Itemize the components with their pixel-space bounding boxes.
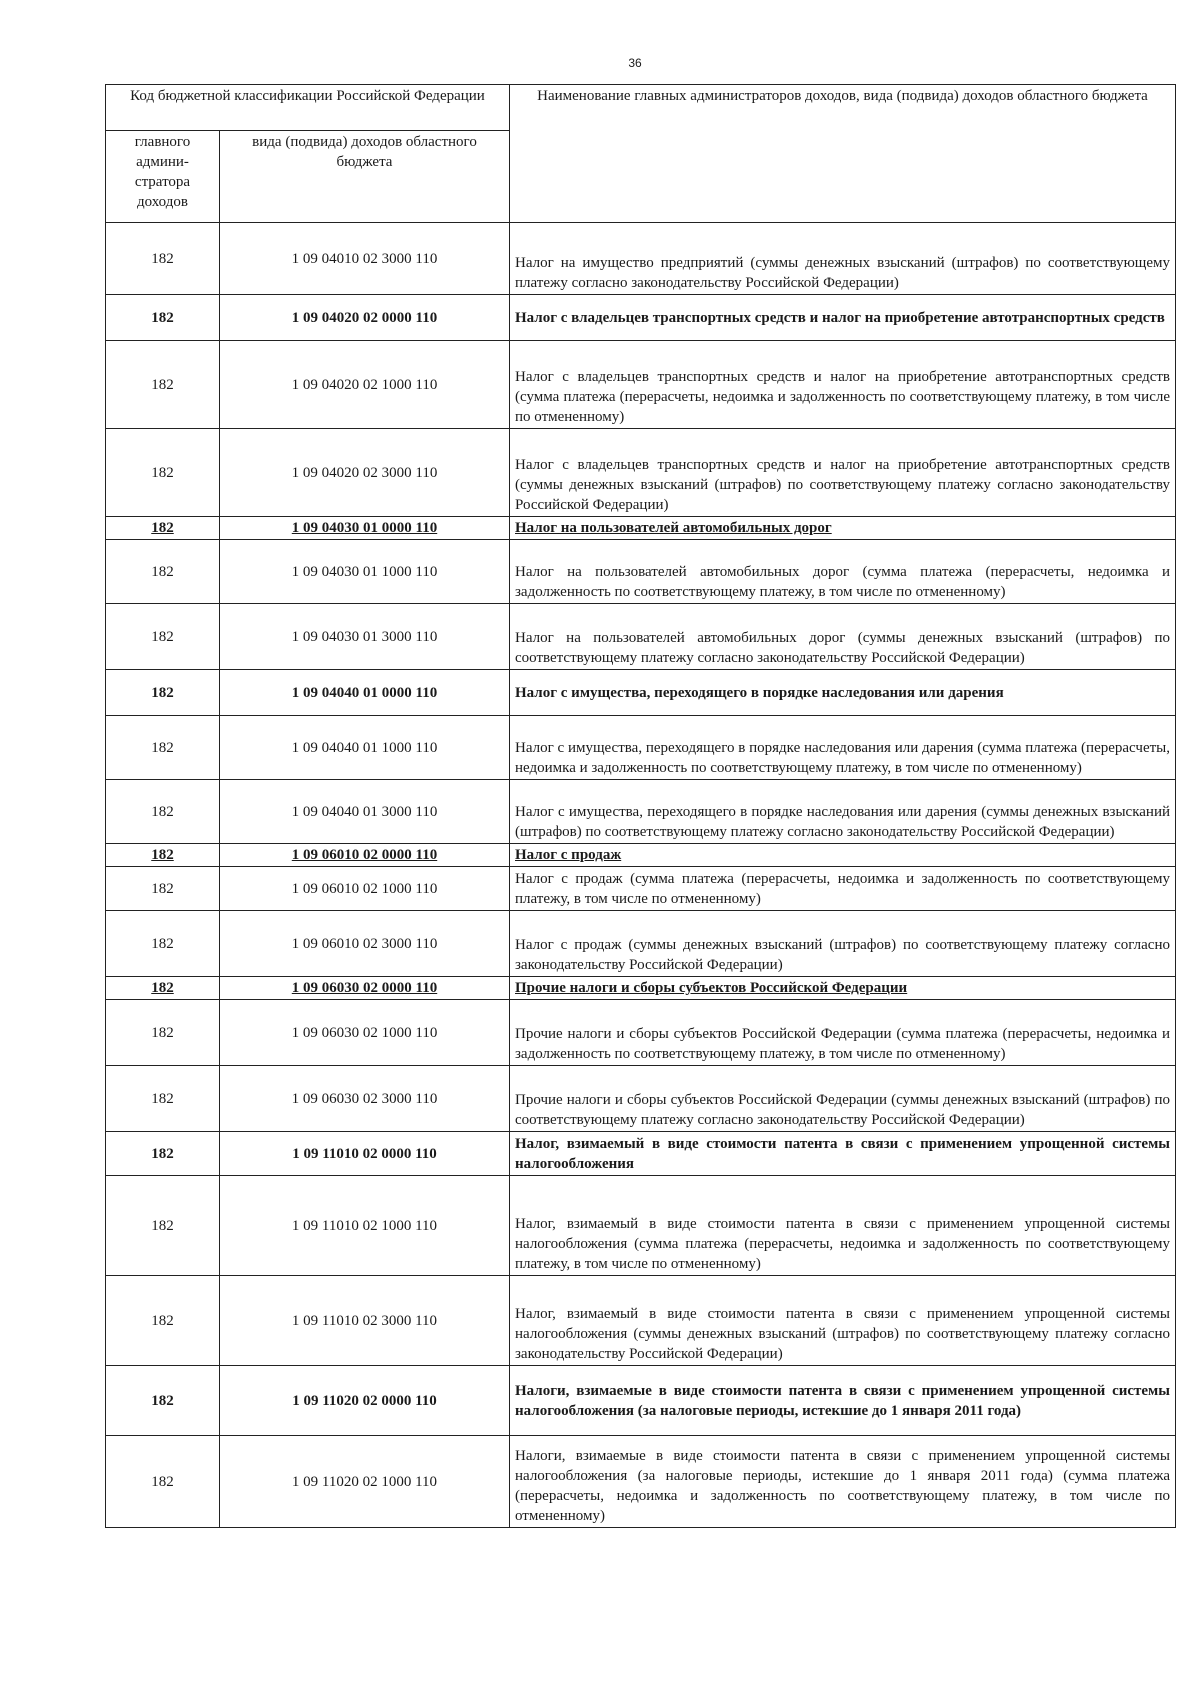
revenue-code-cell: 1 09 11020 02 0000 110 [220, 1366, 510, 1436]
table-row [106, 604, 1176, 670]
revenue-code-cell: 1 09 11010 02 3000 110 [220, 1276, 510, 1366]
table-row [106, 1176, 1176, 1276]
revenue-code-cell: 1 09 06030 02 0000 110 [220, 977, 510, 1000]
admin-code-cell: 182 [106, 1066, 220, 1132]
revenue-code-cell: 1 09 04030 01 3000 110 [220, 604, 510, 670]
header-name-column: Наименование главных администраторов доходов, вида (подвида) доходов областного бюджета [510, 85, 1176, 223]
revenue-name-cell: Налог с владельцев транспортных средств и налог на приобретение автотранспортных средств [510, 295, 1176, 341]
header-admin-column: главного админи-стратора доходов [106, 131, 220, 223]
admin-code-cell: 182 [106, 670, 220, 716]
budget-classification-table [105, 84, 1176, 1528]
revenue-code-cell: 1 09 06010 02 3000 110 [220, 911, 510, 977]
revenue-code-cell: 1 09 04020 02 1000 110 [220, 341, 510, 429]
revenue-code-cell: 1 09 06010 02 1000 110 [220, 867, 510, 911]
admin-code-cell: 182 [106, 517, 220, 540]
table-row [106, 716, 1176, 780]
admin-code-cell: 182 [106, 223, 220, 295]
revenue-code-cell: 1 09 04040 01 3000 110 [220, 780, 510, 844]
revenue-name-cell: Налог с имущества, переходящего в порядке наследования или дарения (суммы денежных взысканий (штрафов) по соответствующему платежу согласно законодательству Российской Федерации) [510, 780, 1176, 844]
admin-code-cell: 182 [106, 540, 220, 604]
revenue-name-cell: Прочие налоги и сборы субъектов Российской Федерации (суммы денежных взысканий (штрафов) по соответствующему платежу согласно законодательству Российской Федерации) [510, 1066, 1176, 1132]
table-row [106, 1276, 1176, 1366]
table-row [106, 780, 1176, 844]
revenue-code-cell: 1 09 04010 02 3000 110 [220, 223, 510, 295]
table-row [106, 977, 1176, 1000]
revenue-name-cell: Налог с владельцев транспортных средств и налог на приобретение автотранспортных средств (сумма платежа (перерасчеты, недоимка и задолженность по соответствующему платежу, в том числе по отмененному) [510, 341, 1176, 429]
revenue-code-cell: 1 09 06030 02 3000 110 [220, 1066, 510, 1132]
table-row [106, 341, 1176, 429]
table-row [106, 1066, 1176, 1132]
table-row [106, 223, 1176, 295]
revenue-code-cell: 1 09 11010 02 0000 110 [220, 1132, 510, 1176]
revenue-name-cell: Налог с имущества, переходящего в порядке наследования или дарения (сумма платежа (перерасчеты, недоимка и задолженность по соответствующему платежу, в том числе по отмененному) [510, 716, 1176, 780]
revenue-name-cell: Налог на пользователей автомобильных дорог (сумма платежа (перерасчеты, недоимка и задолженность по соответствующему платежу, в том числе по отмененному) [510, 540, 1176, 604]
table-row [106, 1436, 1176, 1528]
revenue-code-cell: 1 09 06010 02 0000 110 [220, 844, 510, 867]
revenue-name-cell: Налог, взимаемый в виде стоимости патента в связи с применением упрощенной системы налогообложения (суммы денежных взысканий (штрафов) по соответствующему платежу согласно законодательству Российской Федерации) [510, 1276, 1176, 1366]
header-group-title: Код бюджетной классификации Российской Федерации [106, 85, 510, 131]
revenue-code-cell: 1 09 06030 02 1000 110 [220, 1000, 510, 1066]
table-row [106, 295, 1176, 341]
admin-code-cell: 182 [106, 429, 220, 517]
revenue-code-cell: 1 09 04040 01 1000 110 [220, 716, 510, 780]
admin-code-cell: 182 [106, 341, 220, 429]
revenue-code-cell: 1 09 04020 02 0000 110 [220, 295, 510, 341]
admin-code-cell: 182 [106, 977, 220, 1000]
revenue-name-cell: Налоги, взимаемые в виде стоимости патента в связи с применением упрощенной системы налогообложения (за налоговые периоды, истекшие до 1 января 2011 года) [510, 1366, 1176, 1436]
table-body [106, 223, 1176, 1528]
table-row [106, 1000, 1176, 1066]
revenue-name-cell: Прочие налоги и сборы субъектов Российской Федерации [510, 977, 1176, 1000]
revenue-name-cell: Налог на имущество предприятий (суммы денежных взысканий (штрафов) по соответствующему платежу согласно законодательству Российской Федерации) [510, 223, 1176, 295]
revenue-name-cell: Налог с владельцев транспортных средств и налог на приобретение автотранспортных средств (суммы денежных взысканий (штрафов) по соответствующему платежу согласно законодательству Российской Федерации) [510, 429, 1176, 517]
revenue-code-cell: 1 09 11020 02 1000 110 [220, 1436, 510, 1528]
revenue-code-cell: 1 09 04030 01 0000 110 [220, 517, 510, 540]
admin-code-cell: 182 [106, 604, 220, 670]
admin-code-cell: 182 [106, 1436, 220, 1528]
admin-code-cell: 182 [106, 1366, 220, 1436]
table-row [106, 670, 1176, 716]
admin-code-cell: 182 [106, 1176, 220, 1276]
table-row [106, 1132, 1176, 1176]
revenue-code-cell: 1 09 11010 02 1000 110 [220, 1176, 510, 1276]
page-number: 36 [628, 56, 642, 70]
table-row [106, 844, 1176, 867]
admin-code-cell: 182 [106, 1276, 220, 1366]
admin-code-cell: 182 [106, 911, 220, 977]
revenue-code-cell: 1 09 04020 02 3000 110 [220, 429, 510, 517]
revenue-name-cell: Налог на пользователей автомобильных дорог [510, 517, 1176, 540]
revenue-name-cell: Налог с продаж [510, 844, 1176, 867]
admin-code-cell: 182 [106, 1132, 220, 1176]
revenue-name-cell: Налог, взимаемый в виде стоимости патента в связи с применением упрощенной системы налогообложения [510, 1132, 1176, 1176]
table-row [106, 1366, 1176, 1436]
table-header [106, 85, 1176, 223]
revenue-name-cell: Налоги, взимаемые в виде стоимости патента в связи с применением упрощенной системы налогообложения (за налоговые периоды, истекшие до 1 января 2011 года) (сумма платежа (перерасчеты, недоимка и задолженность по соответствующему платежу, в том числе по отмененному) [510, 1436, 1176, 1528]
table-row [106, 867, 1176, 911]
revenue-code-cell: 1 09 04030 01 1000 110 [220, 540, 510, 604]
revenue-name-cell: Прочие налоги и сборы субъектов Российской Федерации (сумма платежа (перерасчеты, недоимка и задолженность по соответствующему платежу, в том числе по отмененному) [510, 1000, 1176, 1066]
table-row [106, 517, 1176, 540]
admin-code-cell: 182 [106, 1000, 220, 1066]
admin-code-cell: 182 [106, 716, 220, 780]
admin-code-cell: 182 [106, 867, 220, 911]
header-code-column: вида (подвида) доходов областного бюджета [220, 131, 510, 223]
table-row [106, 911, 1176, 977]
revenue-name-cell: Налог с продаж (суммы денежных взысканий (штрафов) по соответствующему платежу согласно законодательству Российской Федерации) [510, 911, 1176, 977]
revenue-name-cell: Налог на пользователей автомобильных дорог (суммы денежных взысканий (штрафов) по соответствующему платежу согласно законодательству Российской Федерации) [510, 604, 1176, 670]
table-row [106, 540, 1176, 604]
admin-code-cell: 182 [106, 844, 220, 867]
admin-code-cell: 182 [106, 780, 220, 844]
revenue-name-cell: Налог с продаж (сумма платежа (перерасчеты, недоимка и задолженность по соответствующему платежу, в том числе по отмененному) [510, 867, 1176, 911]
revenue-code-cell: 1 09 04040 01 0000 110 [220, 670, 510, 716]
revenue-name-cell: Налог с имущества, переходящего в порядке наследования или дарения [510, 670, 1176, 716]
admin-code-cell: 182 [106, 295, 220, 341]
revenue-name-cell: Налог, взимаемый в виде стоимости патента в связи с применением упрощенной системы налогообложения (сумма платежа (перерасчеты, недоимка и задолженность по соответствующему платежу, в том числе по отмененному) [510, 1176, 1176, 1276]
table-row [106, 429, 1176, 517]
